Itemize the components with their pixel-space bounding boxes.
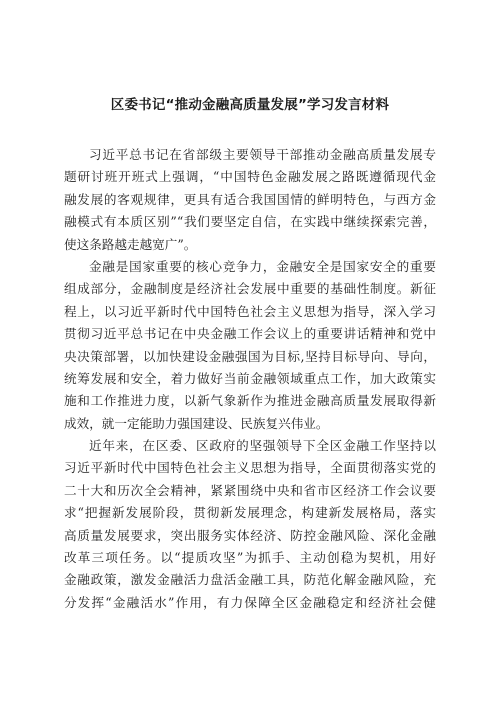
text-line: 二十大和历次全会精神，紧紧围绕中央和省市区经济工作会议要: [64, 482, 436, 498]
text-line: 组成部分，金融制度是经济社会发展中重要的基础性制度。新征: [64, 281, 436, 297]
text-line: 高质量发展要求，突出服务实体经济、防控金融风险、深化金融: [64, 527, 436, 543]
paragraph-3: [64, 435, 436, 614]
text-line: 使这条路越走越宽广”。: [64, 236, 197, 252]
text-line: 近年来，在区委、区政府的坚强领导下全区金融工作坚持以: [89, 438, 436, 454]
text-line: 习近平新时代中国特色社会主义思想为指导，全面贯彻落实党的: [64, 460, 436, 476]
paragraph-1: [64, 144, 436, 256]
text-line: 融模式有本质区别”“我们要坚定自信，在实践中继续探索完善，: [64, 214, 436, 230]
text-line: 求“把握新发展阶段，贯彻新发展理念，构建新发展格局，落实: [64, 505, 436, 521]
text-line: 题研讨班开班式上强调，“中国特色金融发展之路既遵循现代金: [64, 169, 436, 185]
document-title: 区委书记“推动金融高质量发展”学习发言材料: [110, 97, 390, 113]
text-line: 融发展的客观规律，更具有适合我国国情的鲜明特色，与西方金: [64, 191, 436, 207]
text-line: 施和工作推进力度，以新气象新作为推进金融高质量发展取得新: [64, 393, 436, 409]
text-line: 统筹发展和安全，着力做好当前金融领域重点工作，加大政策实: [64, 370, 436, 386]
text-line: 金融是国家重要的核心竞争力，金融安全是国家安全的重要: [89, 258, 436, 274]
paragraph-2: [64, 256, 436, 435]
document-body: [64, 144, 436, 614]
text-line: 金融政策，激发金融活力盘活金融工具，防范化解金融风险，充: [64, 572, 436, 588]
text-line: 央决策部署，以加快建设金融强国为目标,坚持目标导向、导向，: [64, 348, 436, 364]
text-line: 程上，以习近平新时代中国特色社会主义思想为指导，深入学习: [64, 303, 436, 319]
text-line: 习近平总书记在省部级主要领导干部推动金融高质量发展专: [89, 147, 436, 162]
text-line: 贯彻习近平总书记在中央金融工作会议上的重要讲话精神和党中: [64, 326, 436, 342]
text-line: 成效，就一定能助力强国建设、民族复兴伟业。: [64, 415, 329, 431]
text-line: 改革三项任务。以“提质攻坚”为抓手、主动创稳为契机，用好: [64, 550, 436, 566]
text-line: 分发挥“金融活水”作用，有力保障全区金融稳定和经济社会健: [64, 594, 436, 610]
